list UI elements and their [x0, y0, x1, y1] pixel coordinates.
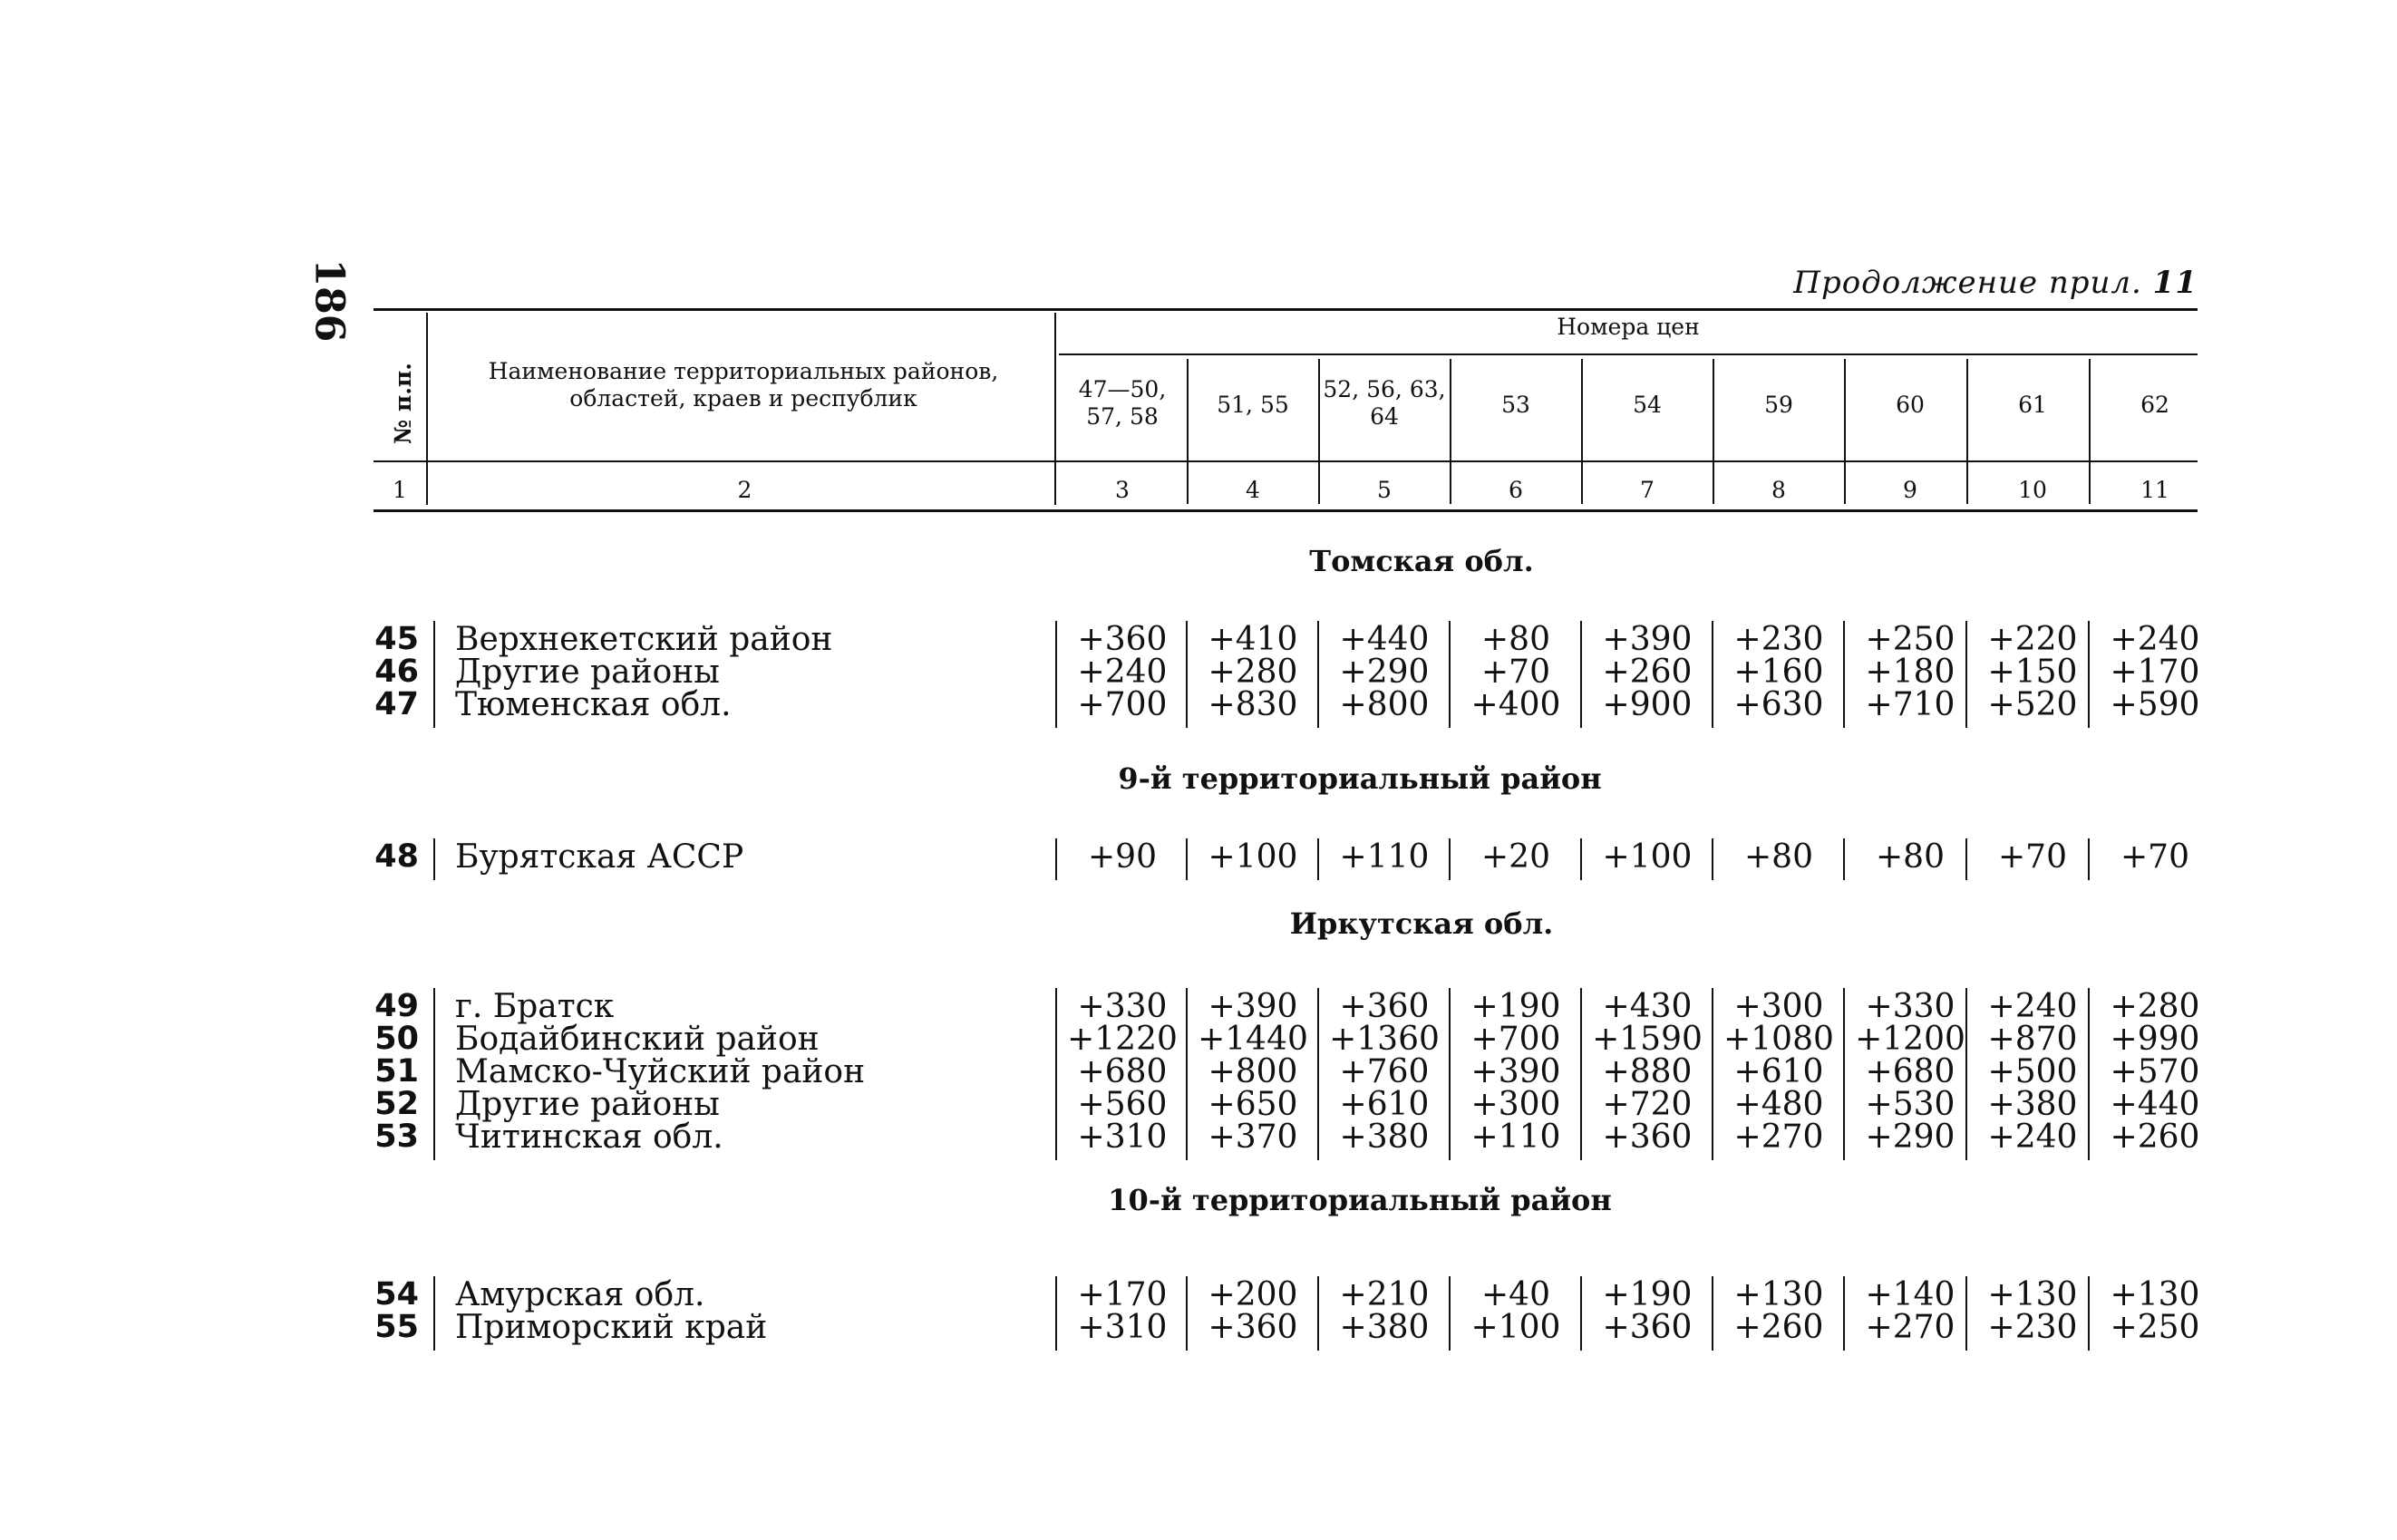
column-number: 4: [1246, 477, 1260, 503]
row-number: 55: [374, 1309, 419, 1345]
row-divider: [433, 1276, 435, 1351]
price-column-divider: [1187, 359, 1189, 504]
price-value: +240: [2110, 621, 2200, 658]
price-value: +360: [1077, 621, 1168, 658]
price-value: +500: [1987, 1053, 2078, 1090]
price-value: +720: [1602, 1086, 1693, 1123]
price-value: +100: [1602, 838, 1693, 876]
price-value: +330: [1865, 988, 1955, 1025]
price-value: +80: [1481, 621, 1550, 658]
price-value: +390: [1602, 621, 1693, 658]
price-value: +70: [1481, 654, 1550, 691]
price-value: +610: [1733, 1053, 1824, 1090]
price-value: +40: [1481, 1276, 1550, 1313]
price-value: +360: [1602, 1309, 1693, 1346]
price-value: +680: [1077, 1053, 1168, 1090]
price-value: +180: [1865, 654, 1955, 691]
row-number: 52: [374, 1086, 419, 1122]
price-value: +800: [1208, 1053, 1298, 1090]
price-value: +250: [1865, 621, 1955, 658]
column-number: 8: [1771, 477, 1786, 503]
price-value: +400: [1470, 686, 1561, 723]
price-value: +80: [1876, 838, 1945, 876]
price-column-header: 47—50, 57, 58: [1078, 376, 1167, 430]
price-value: +230: [1987, 1309, 2078, 1346]
value-divider: [1580, 838, 1582, 880]
column-number: 5: [1377, 477, 1392, 503]
price-group-header: Номера цен: [1557, 314, 1700, 340]
section-title: 9-й территориальный район: [1118, 761, 1602, 796]
row-number: 47: [374, 686, 419, 722]
price-value: +250: [2110, 1309, 2200, 1346]
price-column-header: 61: [2018, 392, 2047, 418]
price-column-header: 62: [2140, 392, 2169, 418]
price-column-divider: [1713, 359, 1714, 504]
price-value: +260: [2110, 1119, 2200, 1156]
section-title: 10-й территориальный район: [1108, 1183, 1612, 1217]
price-value: +520: [1987, 686, 2078, 723]
value-divider: [1843, 621, 1845, 728]
value-divider: [1712, 1276, 1713, 1351]
price-column-header: 54: [1633, 392, 1662, 418]
price-value: +260: [1602, 654, 1693, 691]
price-value: +1590: [1592, 1021, 1703, 1058]
row-number: 45: [374, 621, 419, 657]
value-divider: [1843, 988, 1845, 1160]
price-value: +800: [1339, 686, 1430, 723]
price-value: +440: [2110, 1086, 2200, 1123]
price-value: +410: [1208, 621, 1298, 658]
price-value: +290: [1339, 654, 1430, 691]
continuation-text: Продолжение прил.: [1793, 265, 2142, 301]
price-value: +240: [1987, 988, 2078, 1025]
price-value: +280: [2110, 988, 2200, 1025]
price-column-divider: [1450, 359, 1451, 504]
value-divider: [1317, 621, 1319, 728]
value-divider: [1580, 621, 1582, 728]
price-value: +240: [1987, 1119, 2078, 1156]
region-name: Верхнекетский район: [455, 621, 833, 658]
header-bottom-rule: [374, 509, 2198, 512]
region-name: Читинская обл.: [455, 1119, 723, 1156]
price-value: +870: [1987, 1021, 2078, 1058]
value-divider: [1580, 988, 1582, 1160]
price-value: +380: [1339, 1119, 1430, 1156]
value-divider: [1186, 621, 1188, 728]
price-value: +100: [1470, 1309, 1561, 1346]
row-number: 50: [374, 1021, 419, 1057]
header-divider-no: [426, 313, 428, 505]
price-value: +680: [1865, 1053, 1955, 1090]
region-name: Бодайбинский район: [455, 1021, 820, 1058]
value-divider: [1317, 1276, 1319, 1351]
region-name: Бурятская АССР: [455, 838, 744, 876]
price-value: +300: [1733, 988, 1824, 1025]
region-name: г. Братск: [455, 988, 615, 1025]
price-value: +590: [2110, 686, 2200, 723]
price-value: +480: [1733, 1086, 1824, 1123]
value-divider: [1712, 838, 1713, 880]
value-divider: [1186, 838, 1188, 880]
price-value: +20: [1481, 838, 1550, 876]
price-value: +380: [1339, 1309, 1430, 1346]
continuation-label: [1793, 265, 2198, 301]
price-value: +140: [1865, 1276, 1955, 1313]
column-header-name: Наименование территориальных районов, областей, краев и республик: [488, 358, 999, 412]
price-value: +310: [1077, 1119, 1168, 1156]
price-column-header: 52, 56, 63, 64: [1323, 376, 1446, 430]
price-value: +70: [2120, 838, 2189, 876]
price-value: +360: [1339, 988, 1430, 1025]
price-value: +210: [1339, 1276, 1430, 1313]
price-value: +560: [1077, 1086, 1168, 1123]
price-column-divider: [1581, 359, 1583, 504]
price-value: +290: [1865, 1119, 1955, 1156]
region-name: Тюменская обл.: [455, 686, 732, 723]
price-value: +630: [1733, 686, 1824, 723]
value-divider: [1055, 621, 1057, 728]
column-number: 10: [2018, 477, 2047, 503]
section-title: Томская обл.: [1309, 544, 1534, 578]
row-divider: [433, 988, 435, 1160]
price-value: +610: [1339, 1086, 1430, 1123]
row-divider: [433, 838, 435, 880]
section-title: Иркутская обл.: [1289, 906, 1554, 941]
price-value: +360: [1208, 1309, 1298, 1346]
column-number: 11: [2140, 477, 2169, 503]
price-value: +370: [1208, 1119, 1298, 1156]
region-name: Приморский край: [455, 1309, 768, 1346]
value-divider: [1843, 1276, 1845, 1351]
value-divider: [1055, 1276, 1057, 1351]
value-divider: [1712, 621, 1713, 728]
price-value: +230: [1733, 621, 1824, 658]
column-number: 2: [737, 477, 752, 503]
price-value: +270: [1733, 1119, 1824, 1156]
value-divider: [1317, 838, 1319, 880]
value-divider: [1186, 1276, 1188, 1351]
price-value: +190: [1470, 988, 1561, 1025]
price-column-header: 51, 55: [1217, 392, 1289, 418]
price-value: +570: [2110, 1053, 2200, 1090]
price-value: +110: [1339, 838, 1430, 876]
price-value: +990: [2110, 1021, 2200, 1058]
price-value: +130: [2110, 1276, 2200, 1313]
value-divider: [1712, 988, 1713, 1160]
value-divider: [1843, 838, 1845, 880]
value-divider: [1449, 621, 1451, 728]
price-value: +900: [1602, 686, 1693, 723]
price-value: +100: [1208, 838, 1298, 876]
value-divider: [1055, 988, 1057, 1160]
value-divider: [1449, 988, 1451, 1160]
price-value: +110: [1470, 1119, 1561, 1156]
price-value: +270: [1865, 1309, 1955, 1346]
group-rule: [1059, 354, 2198, 355]
row-number: 51: [374, 1053, 419, 1090]
price-value: +200: [1208, 1276, 1298, 1313]
value-divider: [1186, 988, 1188, 1160]
price-value: +650: [1208, 1086, 1298, 1123]
appendix-number: 11: [2152, 265, 2198, 301]
value-divider: [1449, 1276, 1451, 1351]
price-value: +880: [1602, 1053, 1693, 1090]
price-value: +170: [1077, 1276, 1168, 1313]
price-value: +1440: [1198, 1021, 1308, 1058]
page-number: 186: [306, 258, 353, 343]
value-divider: [1580, 1276, 1582, 1351]
price-value: +380: [1987, 1086, 2078, 1123]
price-value: +700: [1077, 686, 1168, 723]
price-value: +190: [1602, 1276, 1693, 1313]
price-value: +430: [1602, 988, 1693, 1025]
price-value: +330: [1077, 988, 1168, 1025]
column-number: 1: [393, 477, 407, 503]
price-column-divider: [1318, 359, 1320, 504]
column-number: 9: [1903, 477, 1917, 503]
region-name: Амурская обл.: [455, 1276, 705, 1313]
value-divider: [1317, 988, 1319, 1160]
price-column-header: 53: [1501, 392, 1530, 418]
price-value: +130: [1733, 1276, 1824, 1313]
price-value: +130: [1987, 1276, 2078, 1313]
column-number: 6: [1509, 477, 1523, 503]
column-number: 3: [1115, 477, 1130, 503]
price-column-header: 60: [1896, 392, 1925, 418]
price-value: +310: [1077, 1309, 1168, 1346]
price-value: +300: [1470, 1086, 1561, 1123]
price-value: +360: [1602, 1119, 1693, 1156]
price-value: +1360: [1329, 1021, 1440, 1058]
price-value: +240: [1077, 654, 1168, 691]
price-column-divider: [1844, 359, 1846, 504]
price-value: +160: [1733, 654, 1824, 691]
price-value: +150: [1987, 654, 2078, 691]
price-value: +80: [1744, 838, 1813, 876]
price-value: +440: [1339, 621, 1430, 658]
region-name: Другие районы: [455, 1086, 720, 1123]
row-number: 49: [374, 988, 419, 1024]
price-value: +1200: [1855, 1021, 1965, 1058]
price-value: +90: [1088, 838, 1157, 876]
price-value: +530: [1865, 1086, 1955, 1123]
price-value: +830: [1208, 686, 1298, 723]
row-number: 53: [374, 1119, 419, 1155]
price-value: +260: [1733, 1309, 1824, 1346]
region-name: Другие районы: [455, 654, 720, 691]
row-divider: [433, 621, 435, 728]
header-top-rule: [374, 308, 2198, 311]
header-divider-name: [1054, 313, 1056, 505]
column-numbers-rule: [374, 460, 2198, 462]
price-column-header: 59: [1764, 392, 1793, 418]
price-value: +70: [1998, 838, 2067, 876]
price-value: +1080: [1723, 1021, 1834, 1058]
column-number: 7: [1640, 477, 1655, 503]
value-divider: [1055, 838, 1057, 880]
value-divider: [1449, 838, 1451, 880]
row-number: 46: [374, 654, 419, 690]
price-value: +220: [1987, 621, 2078, 658]
price-value: +1220: [1067, 1021, 1178, 1058]
price-value: +760: [1339, 1053, 1430, 1090]
price-value: +390: [1208, 988, 1298, 1025]
region-name: Мамско-Чуйский район: [455, 1053, 866, 1090]
price-value: +710: [1865, 686, 1955, 723]
row-number: 48: [374, 838, 419, 875]
price-value: +170: [2110, 654, 2200, 691]
row-number: 54: [374, 1276, 419, 1312]
price-value: +390: [1470, 1053, 1561, 1090]
price-value: +280: [1208, 654, 1298, 691]
price-value: +700: [1470, 1021, 1561, 1058]
column-header-number: № п.п.: [390, 363, 416, 444]
